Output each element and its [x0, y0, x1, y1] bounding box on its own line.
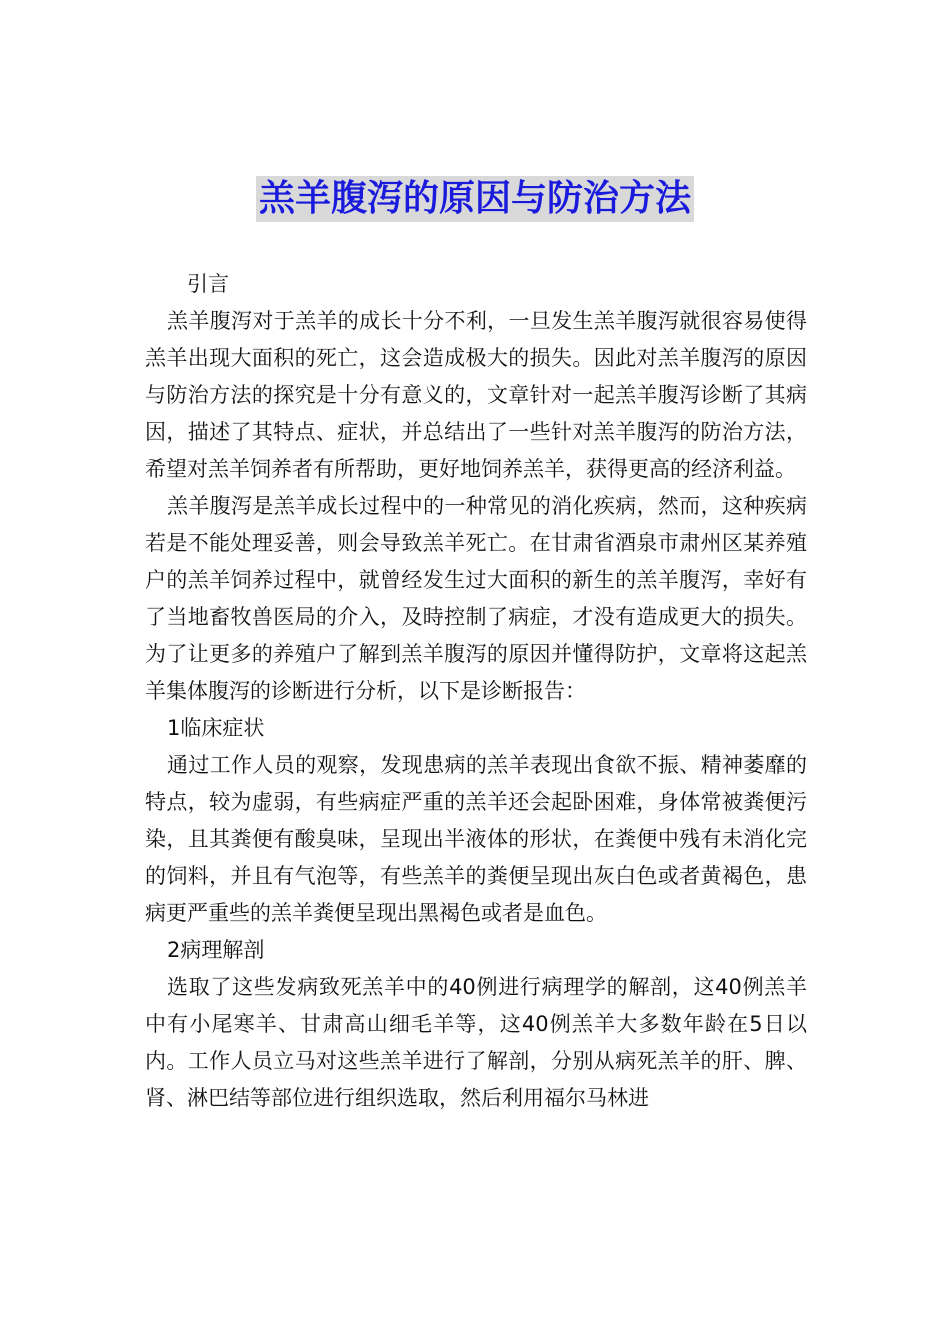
section-heading-clinical-symptoms: 1临床症状 — [167, 716, 265, 740]
title-container — [0, 176, 950, 222]
section-heading-pathology: 2病理解剖 — [167, 938, 265, 962]
section-text-clinical-symptoms: 通过工作人员的观察，发现患病的羔羊表现出食欲不振、精神萎靡的特点，较为虚弱，有些病症严重的羔羊还会起卧困难，身体常被粪便污染，且其粪便有酸臭味，呈现出半液体的形状，在粪便中残有未消化完的饲料，并且有气泡等，有些羔羊的粪便呈现出灰白色或者黄褐色，患病更严重些的羔羊粪便呈现出黑褐色或者是血色。 — [145, 753, 807, 925]
background-paragraph: 羔羊腹泻是羔羊成长过程中的一种常见的消化疾病，然而，这种疾病若是不能处理妥善，则会导致羔羊死亡。在甘肃省酒泉市肃州区某养殖户的羔羊饲养过程中，就曾经发生过大面积的新生的羔羊腹泻，幸好有了当地畜牧兽医局的介入，及時控制了病症，才没有造成更大的损失。为了让更多的养殖户了解到羔羊腹泻的原因并懂得防护，文章将这起羔羊集体腹泻的诊断进行分析，以下是诊断报告： — [145, 494, 807, 703]
intro-heading: 引言 — [187, 272, 229, 296]
section-text-pathology: 选取了这些发病致死羔羊中的40例进行病理学的解剖，这40例羔羊中有小尾寒羊、甘肃高山细毛羊等，这40例羔羊大多数年龄在5日以内。工作人员立马对这些羔羊进行了解剖，分别从病死羔羊的肝、脾、肾、淋巴结等部位进行组织选取，然后利用福尔马林进 — [145, 975, 807, 1110]
intro-paragraph: 羔羊腹泻对于羔羊的成长十分不利，一旦发生羔羊腹泻就很容易使得羔羊出现大面积的死亡，这会造成极大的损失。因此对羔羊腹泻的原因与防治方法的探究是十分有意义的，文章针对一起羔羊腹泻诊断了其病因，描述了其特点、症状，并总结出了一些针对羔羊腹泻的防治方法，希望对羔羊饲养者有所帮助，更好地饲养羔羊，获得更高的经济利益。 — [145, 309, 807, 481]
document-body — [145, 266, 807, 1117]
document-title: 羔羊腹泻的原因与防治方法 — [256, 176, 694, 222]
